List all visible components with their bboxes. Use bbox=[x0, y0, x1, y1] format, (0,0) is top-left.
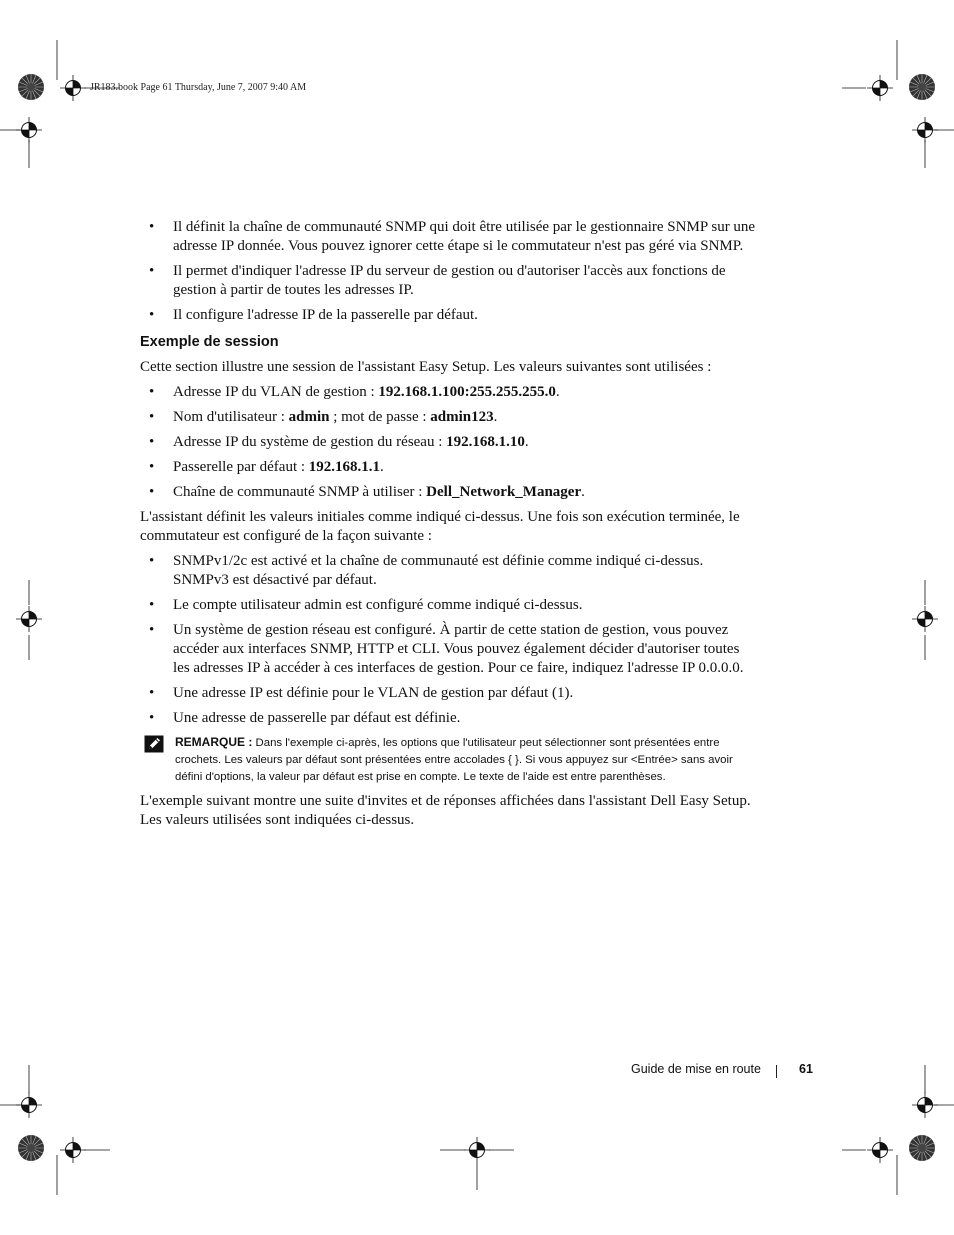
footer-divider bbox=[776, 1065, 777, 1078]
value: Dell_Network_Manager bbox=[426, 484, 582, 500]
starburst-target-icon bbox=[909, 1135, 935, 1161]
crosshair-registration-icon bbox=[867, 75, 893, 101]
page-body bbox=[140, 218, 758, 836]
starburst-target-icon bbox=[18, 74, 44, 100]
footer-title: Guide de mise en route bbox=[631, 1062, 761, 1076]
bullet: • bbox=[149, 384, 155, 400]
bullet: • bbox=[149, 484, 155, 500]
feature-list bbox=[140, 218, 758, 325]
list-item: • Une adresse de passerelle par défaut est définie. bbox=[149, 710, 461, 726]
starburst-target-icon bbox=[909, 74, 935, 100]
list-item: • Il permet d'indiquer l'adresse IP du serveur de gestion ou d'autoriser l'accès aux fonctions de gestion à partir de toutes les adresses IP. bbox=[149, 263, 726, 298]
bullet: • bbox=[149, 622, 155, 638]
crosshair-registration-icon bbox=[60, 1137, 86, 1163]
list-item: • Une adresse IP est définie pour le VLAN de gestion par défaut (1). bbox=[149, 685, 574, 701]
section-heading: Exemple de session bbox=[140, 334, 279, 350]
bullet: • bbox=[149, 409, 155, 425]
value: 192.168.1.1 bbox=[308, 459, 381, 475]
crosshair-registration-icon bbox=[867, 1137, 893, 1163]
list-item: • Il configure l'adresse IP de la passerelle par défaut. bbox=[149, 307, 478, 323]
list-item: • Un système de gestion réseau est configuré. À partir de cette station de gestion, vous pouvez accéder aux interfaces SNMP, HTTP et CLI. Vous pouvez également décider d'autoriser toutes les adresses IP à accéder à ces interfaces de gestion. Pour ce faire, indiquez l'adresse IP 0.0.0.0. bbox=[149, 622, 744, 676]
list-item: • Le compte utilisateur admin est configuré comme indiqué ci-dessus. bbox=[149, 597, 583, 613]
bullet: • bbox=[149, 434, 155, 450]
crosshair-registration-icon bbox=[464, 1137, 490, 1163]
bullet: • bbox=[149, 553, 155, 569]
value: admin123 bbox=[430, 409, 494, 425]
crosshair-registration-icon bbox=[912, 606, 938, 632]
crosshair-registration-icon bbox=[16, 117, 42, 143]
list-item: • Adresse IP du VLAN de gestion : 192.168.1.100:255.255.255.0. bbox=[149, 384, 560, 400]
bullet: • bbox=[149, 263, 155, 279]
value: admin bbox=[288, 409, 330, 425]
list-item: • Chaîne de communauté SNMP à utiliser : Dell_Network_Manager. bbox=[149, 484, 585, 500]
bullet: • bbox=[149, 685, 155, 701]
crosshair-registration-icon bbox=[912, 117, 938, 143]
bullet: • bbox=[149, 459, 155, 475]
page-number: 61 bbox=[799, 1062, 813, 1076]
list-item: • Adresse IP du système de gestion du réseau : 192.168.1.10. bbox=[149, 434, 529, 450]
list-item: • Nom d'utilisateur : admin ; mot de passe : admin123. bbox=[149, 409, 498, 425]
note-box bbox=[140, 734, 758, 786]
crosshair-registration-icon bbox=[16, 606, 42, 632]
list-item: • Il définit la chaîne de communauté SNMP qui doit être utilisée par le gestionnaire SNMP sur une adresse IP donnée. Vous pouvez ignorer cette étape si le commutateur n'est pas géré via SNMP. bbox=[149, 219, 756, 254]
note-text: Dans l'exemple ci-après, les options que l'utilisateur peut sélectionner sont présentées entre crochets. Les valeurs par défaut sont présentées entre accolades { }. Si vous appuyez sur <Entrée> sans avoir défini d'options, la valeur par défaut est prise en compte. Le texte de l'aide est entre parenthèses. bbox=[175, 737, 733, 783]
crosshair-registration-icon bbox=[16, 1092, 42, 1118]
page-slug: JR183.book Page 61 Thursday, June 7, 2007 9:40 AM bbox=[90, 82, 307, 93]
crosshair-registration-icon bbox=[912, 1092, 938, 1118]
list-item: • Passerelle par défaut : 192.168.1.1. bbox=[149, 459, 384, 475]
values-list bbox=[140, 383, 758, 502]
paragraph: L'exemple suivant montre une suite d'invites et de réponses affichées dans l'assistant Dell Easy Setup. Les valeurs utilisées sont indiquées ci-dessus. bbox=[140, 793, 751, 828]
bullet: • bbox=[149, 597, 155, 613]
pencil-note-icon bbox=[144, 735, 164, 759]
starburst-target-icon bbox=[18, 1135, 44, 1161]
value: 192.168.1.100:255.255.255.0 bbox=[378, 384, 556, 400]
value: 192.168.1.10 bbox=[446, 434, 525, 450]
note-label: REMARQUE : bbox=[175, 735, 253, 749]
bullet: • bbox=[149, 710, 155, 726]
bullet: • bbox=[149, 219, 155, 235]
list-item: • SNMPv1/2c est activé et la chaîne de communauté est définie comme indiqué ci-dessus. SNMPv3 est désactivé par défaut. bbox=[149, 553, 704, 588]
config-list bbox=[140, 552, 758, 728]
section-intro: Cette section illustre une session de l'assistant Easy Setup. Les valeurs suivantes sont utilisées : bbox=[140, 359, 712, 375]
bullet: • bbox=[149, 307, 155, 323]
crosshair-registration-icon bbox=[60, 75, 86, 101]
paragraph: L'assistant définit les valeurs initiales comme indiqué ci-dessus. Une fois son exécution terminée, le commutateur est configuré de la façon suivante : bbox=[140, 509, 740, 544]
